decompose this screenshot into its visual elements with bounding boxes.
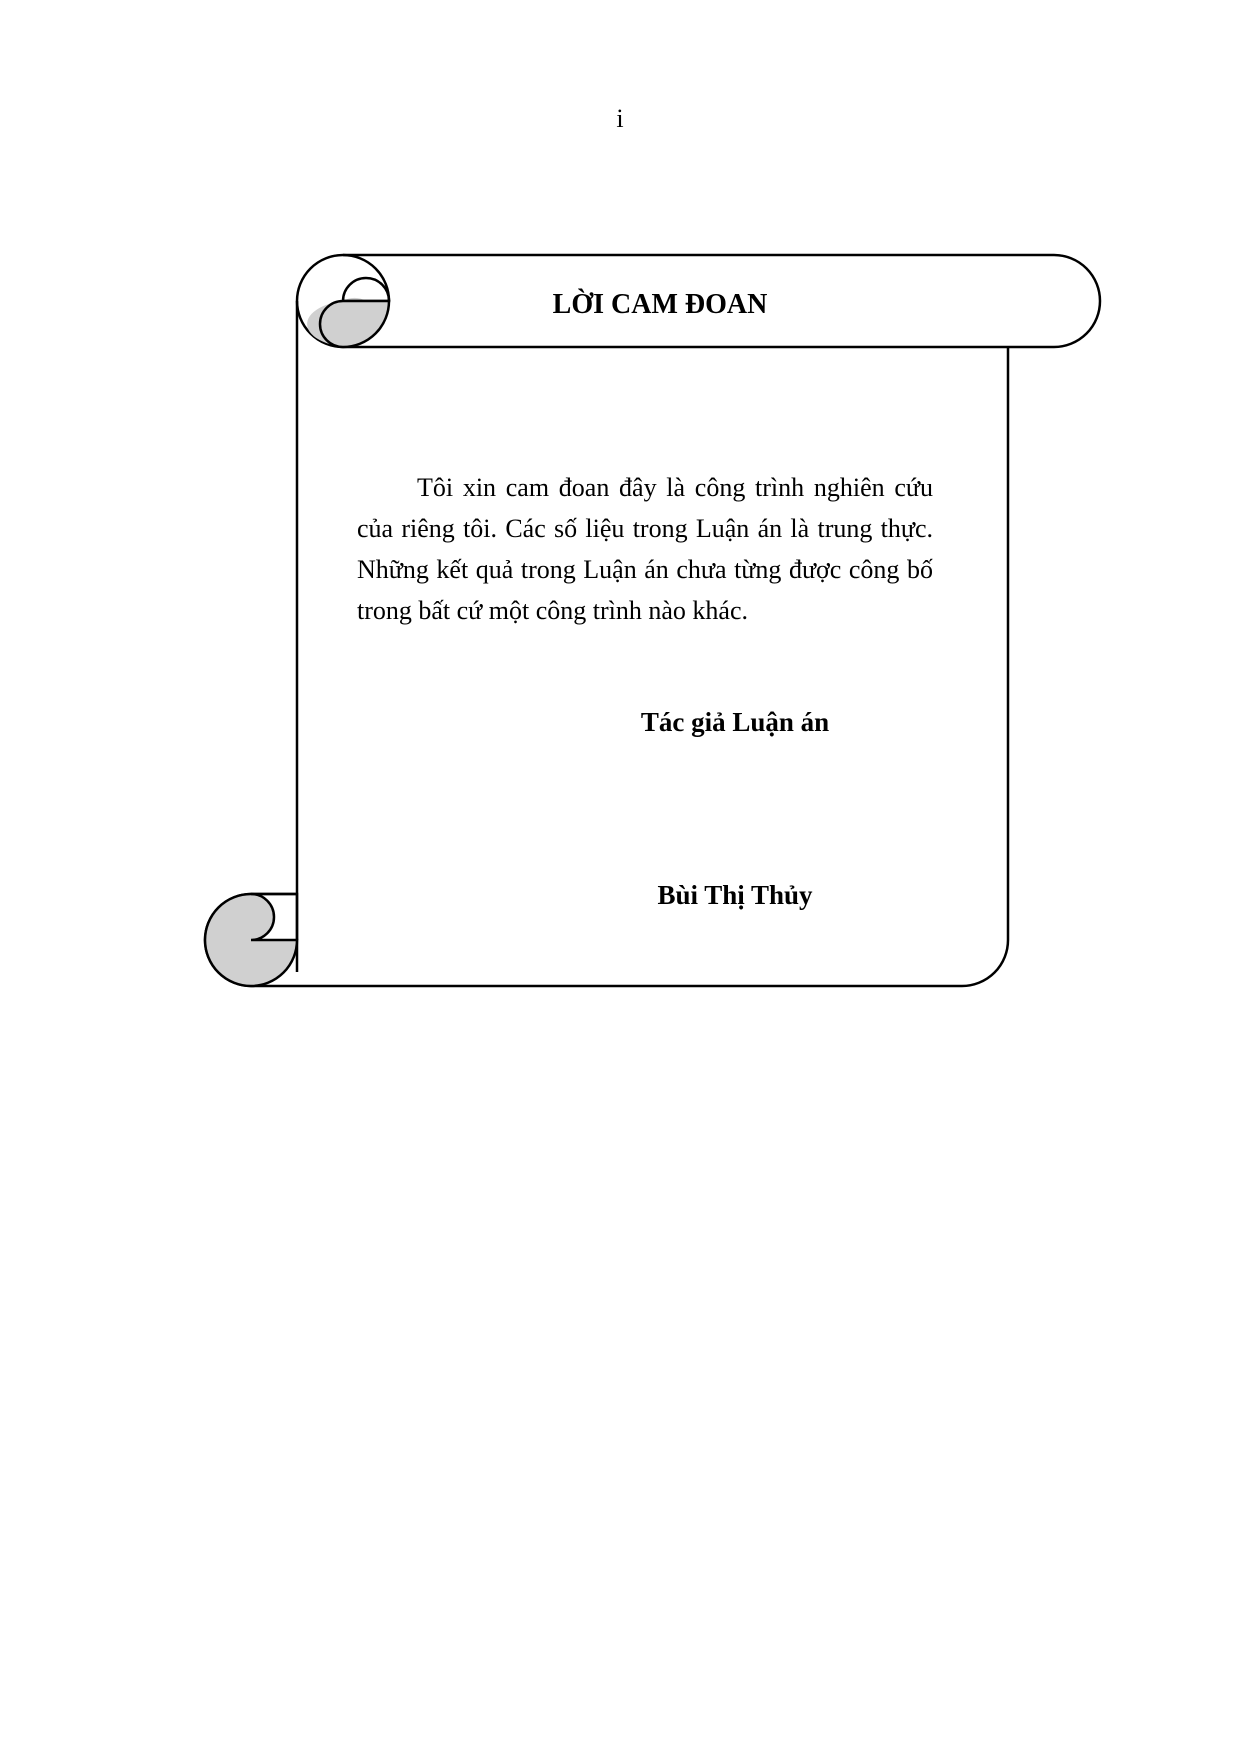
- scroll-bottom-curl-shape: [205, 894, 297, 986]
- declaration-title: LỜI CAM ĐOAN: [552, 289, 768, 320]
- declaration-body: Tôi xin cam đoan đây là công trình nghiên cứu của riêng tôi. Các số liệu trong Luận án là trung thực. Những kết quả trong Luận án chưa từng được công bố trong bất cứ một công trình nào khác.: [357, 473, 933, 625]
- page-number: i: [616, 104, 624, 133]
- scroll-top-curl-shape: [320, 301, 389, 347]
- author-name: Bùi Thị Thủy: [657, 880, 813, 910]
- author-label: Tác giả Luận án: [640, 707, 830, 737]
